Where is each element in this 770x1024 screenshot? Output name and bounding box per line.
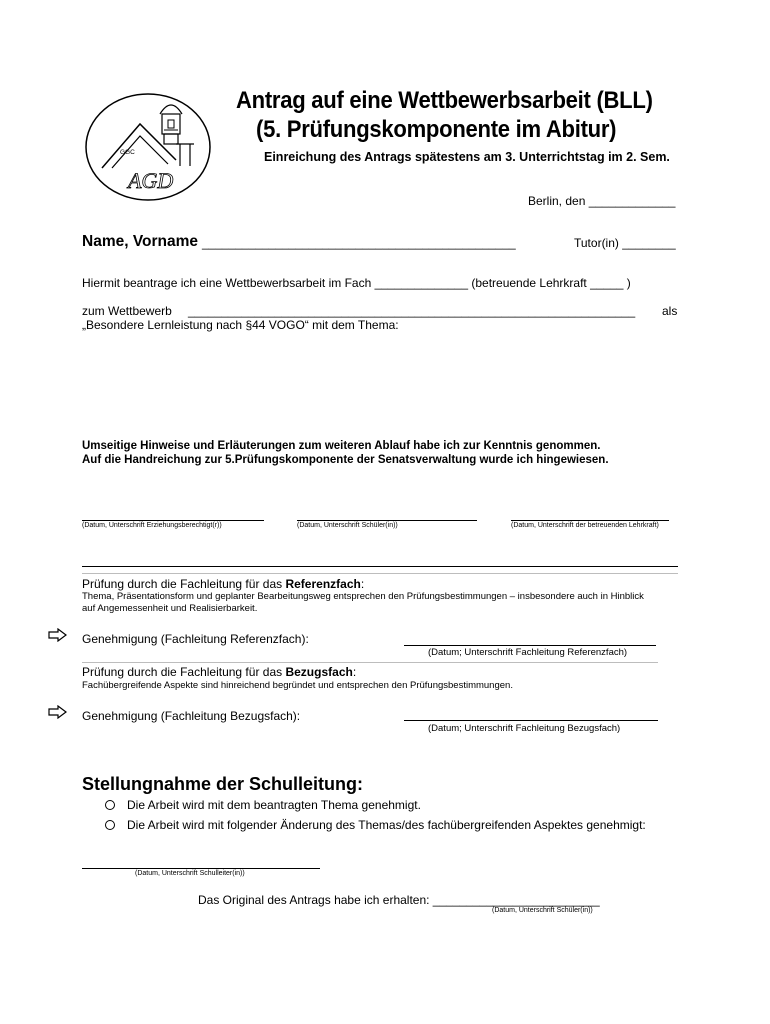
place-date: Berlin, den _____________ bbox=[528, 194, 676, 208]
referenz-desc-2: auf Angemessenheit und Realisierbarkeit. bbox=[82, 603, 258, 614]
original-signature-caption: (Datum, Unterschrift Schüler(in)) bbox=[492, 907, 593, 914]
referenz-desc-1: Thema, Präsentationsform und geplanter Bearbeitungsweg entsprechen den Prüfungsbestimmungen – insbesondere auch in Hinblick bbox=[82, 591, 644, 602]
option-approved-label: Die Arbeit wird mit dem beantragten Thema genehmigt. bbox=[127, 798, 421, 812]
school-logo bbox=[84, 92, 212, 202]
schulleitung-signature-line[interactable] bbox=[82, 868, 320, 869]
tutor-field[interactable]: Tutor(in) ________ bbox=[574, 236, 676, 250]
bezug-signature-line[interactable] bbox=[404, 720, 658, 721]
section-separator bbox=[82, 566, 678, 567]
signature-caption-student: (Datum, Unterschrift Schüler(in)) bbox=[297, 522, 398, 529]
referenz-heading: Prüfung durch die Fachleitung für das Referenzfach: bbox=[82, 577, 365, 591]
option-changed-label: Die Arbeit wird mit folgender Änderung des Themas/des fachübergreifenden Aspektes genehmigt: bbox=[127, 818, 646, 832]
referenz-separator bbox=[82, 662, 658, 663]
option-approved-radio[interactable] bbox=[105, 800, 115, 810]
wettbewerb-label: zum Wettbewerb bbox=[82, 304, 172, 318]
name-label: Name, Vorname bbox=[82, 233, 199, 250]
referenz-signature-caption: (Datum; Unterschrift Fachleitung Referenzfach) bbox=[428, 647, 628, 658]
name-field[interactable]: _______________________________________________ bbox=[202, 236, 516, 250]
original-received[interactable]: Das Original des Antrags habe ich erhalten: _________________________ bbox=[198, 893, 600, 907]
bezug-signature-caption: (Datum; Unterschrift Fachleitung Bezugsfach) bbox=[428, 723, 621, 734]
bezug-heading: Prüfung durch die Fachleitung für das Bezugsfach: bbox=[82, 665, 357, 679]
option-changed-radio[interactable] bbox=[105, 820, 115, 830]
subtitle: Einreichung des Antrags spätestens am 3. Unterrichtstag im 2. Sem. bbox=[264, 150, 670, 164]
signature-caption-teacher: (Datum, Unterschrift der betreuenden Lehrkraft) bbox=[511, 522, 659, 529]
signature-line-student[interactable] bbox=[297, 520, 477, 521]
referenz-approval-label: Genehmigung (Fachleitung Referenzfach): bbox=[82, 632, 309, 646]
wettbewerb-field[interactable]: ___________________________________________________________________ bbox=[188, 304, 636, 318]
notice-line-2: Auf die Handreichung zur 5.Prüfungskomponente der Senatsverwaltung wurde ich hingewiesen. bbox=[82, 454, 609, 466]
title-line-1: Antrag auf eine Wettbewerbsarbeit (BLL) bbox=[236, 87, 653, 114]
signature-line-parent[interactable] bbox=[82, 520, 264, 521]
arrow-right-icon bbox=[48, 628, 68, 642]
schulleitung-heading: Stellungnahme der Schulleitung: bbox=[82, 774, 364, 794]
section-separator-light bbox=[82, 573, 678, 574]
wettbewerb-als: als bbox=[662, 304, 678, 318]
logo-small-text: GGC bbox=[120, 149, 135, 156]
logo-text: AGD bbox=[128, 168, 174, 193]
schulleitung-signature-caption: (Datum, Unterschrift Schulleiter(in)) bbox=[135, 870, 245, 877]
bezug-desc: Fachübergreifende Aspekte sind hinreichend begründet und entsprechen den Prüfungsbestimmungen. bbox=[82, 680, 513, 691]
title-line-2: (5. Prüfungskomponente im Abitur) bbox=[256, 116, 617, 143]
notice-line-1: Umseitige Hinweise und Erläuterungen zum weiteren Ablauf habe ich zur Kenntnis genommen. bbox=[82, 440, 601, 452]
bezug-approval-label: Genehmigung (Fachleitung Bezugsfach): bbox=[82, 709, 301, 723]
besondere-lernleistung: „Besondere Lernleistung nach §44 VOGO“ mit dem Thema: bbox=[82, 318, 399, 332]
fach-line[interactable]: Hiermit beantrage ich eine Wettbewerbsarbeit im Fach ______________ (betreuende Lehrkraft _____ ) bbox=[82, 276, 631, 290]
arrow-right-icon bbox=[48, 705, 68, 719]
signature-line-teacher[interactable] bbox=[511, 520, 669, 521]
signature-caption-parent: (Datum, Unterschrift Erziehungsberechtigt(r)) bbox=[82, 522, 222, 529]
referenz-signature-line[interactable] bbox=[404, 645, 656, 646]
